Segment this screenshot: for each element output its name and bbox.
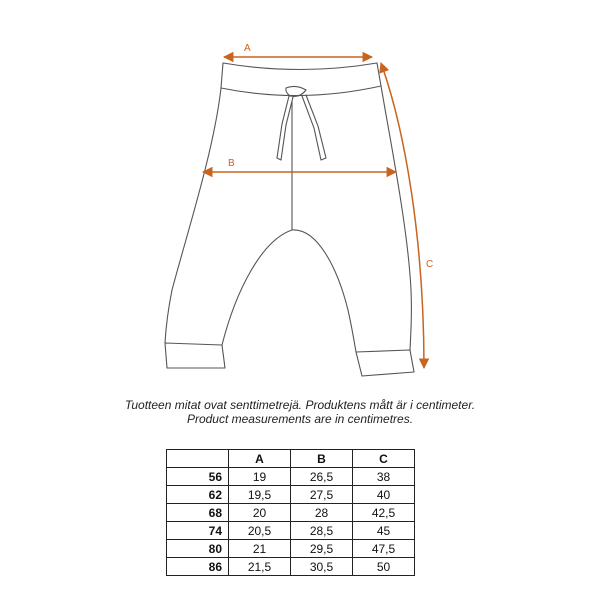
- size-cell: 86: [167, 558, 229, 576]
- dimension-c-label: C: [426, 259, 434, 270]
- size-cell: 74: [167, 522, 229, 540]
- drawstring: [277, 86, 326, 160]
- size-cell: 62: [167, 486, 229, 504]
- dimension-b-label: B: [228, 158, 235, 169]
- value-c: 42,5: [353, 504, 415, 522]
- left-cuff: [165, 343, 225, 368]
- value-a: 20: [229, 504, 291, 522]
- measurement-caption-fi-sv: Tuotteen mitat ovat senttimetrejä. Produktens mått är i centimeter.: [124, 398, 476, 412]
- value-c: 50: [353, 558, 415, 576]
- dimension-a-label: A: [244, 43, 251, 54]
- size-cell: 68: [167, 504, 229, 522]
- table-row: [167, 468, 415, 486]
- waistband-left-side: [221, 63, 223, 88]
- value-c: 38: [353, 468, 415, 486]
- size-cell: 56: [167, 468, 229, 486]
- table-header-row: [167, 450, 415, 468]
- waistband-top: [223, 63, 377, 70]
- size-table: [166, 449, 415, 576]
- value-c: 40: [353, 486, 415, 504]
- table-row: [167, 486, 415, 504]
- header-b: B: [291, 450, 353, 468]
- left-outer-seam: [165, 88, 221, 343]
- table-row: [167, 522, 415, 540]
- right-cuff: [356, 350, 414, 376]
- value-a: 19: [229, 468, 291, 486]
- measurement-caption-en: Product measurements are in centimetres.: [186, 412, 414, 426]
- table-row: [167, 540, 415, 558]
- header-c: C: [353, 450, 415, 468]
- value-b: 29,5: [291, 540, 353, 558]
- table-row: [167, 558, 415, 576]
- value-a: 20,5: [229, 522, 291, 540]
- value-b: 28: [291, 504, 353, 522]
- value-a: 21: [229, 540, 291, 558]
- value-b: 30,5: [291, 558, 353, 576]
- inner-leg-seam: [222, 230, 356, 352]
- size-cell: 80: [167, 540, 229, 558]
- header-size: [167, 450, 229, 468]
- table-row: [167, 504, 415, 522]
- value-b: 27,5: [291, 486, 353, 504]
- value-b: 26,5: [291, 468, 353, 486]
- header-a: A: [229, 450, 291, 468]
- waistband-right-side: [377, 63, 381, 86]
- value-c: 47,5: [353, 540, 415, 558]
- value-b: 28,5: [291, 522, 353, 540]
- value-a: 21,5: [229, 558, 291, 576]
- value-c: 45: [353, 522, 415, 540]
- right-outer-seam: [381, 86, 411, 350]
- value-a: 19,5: [229, 486, 291, 504]
